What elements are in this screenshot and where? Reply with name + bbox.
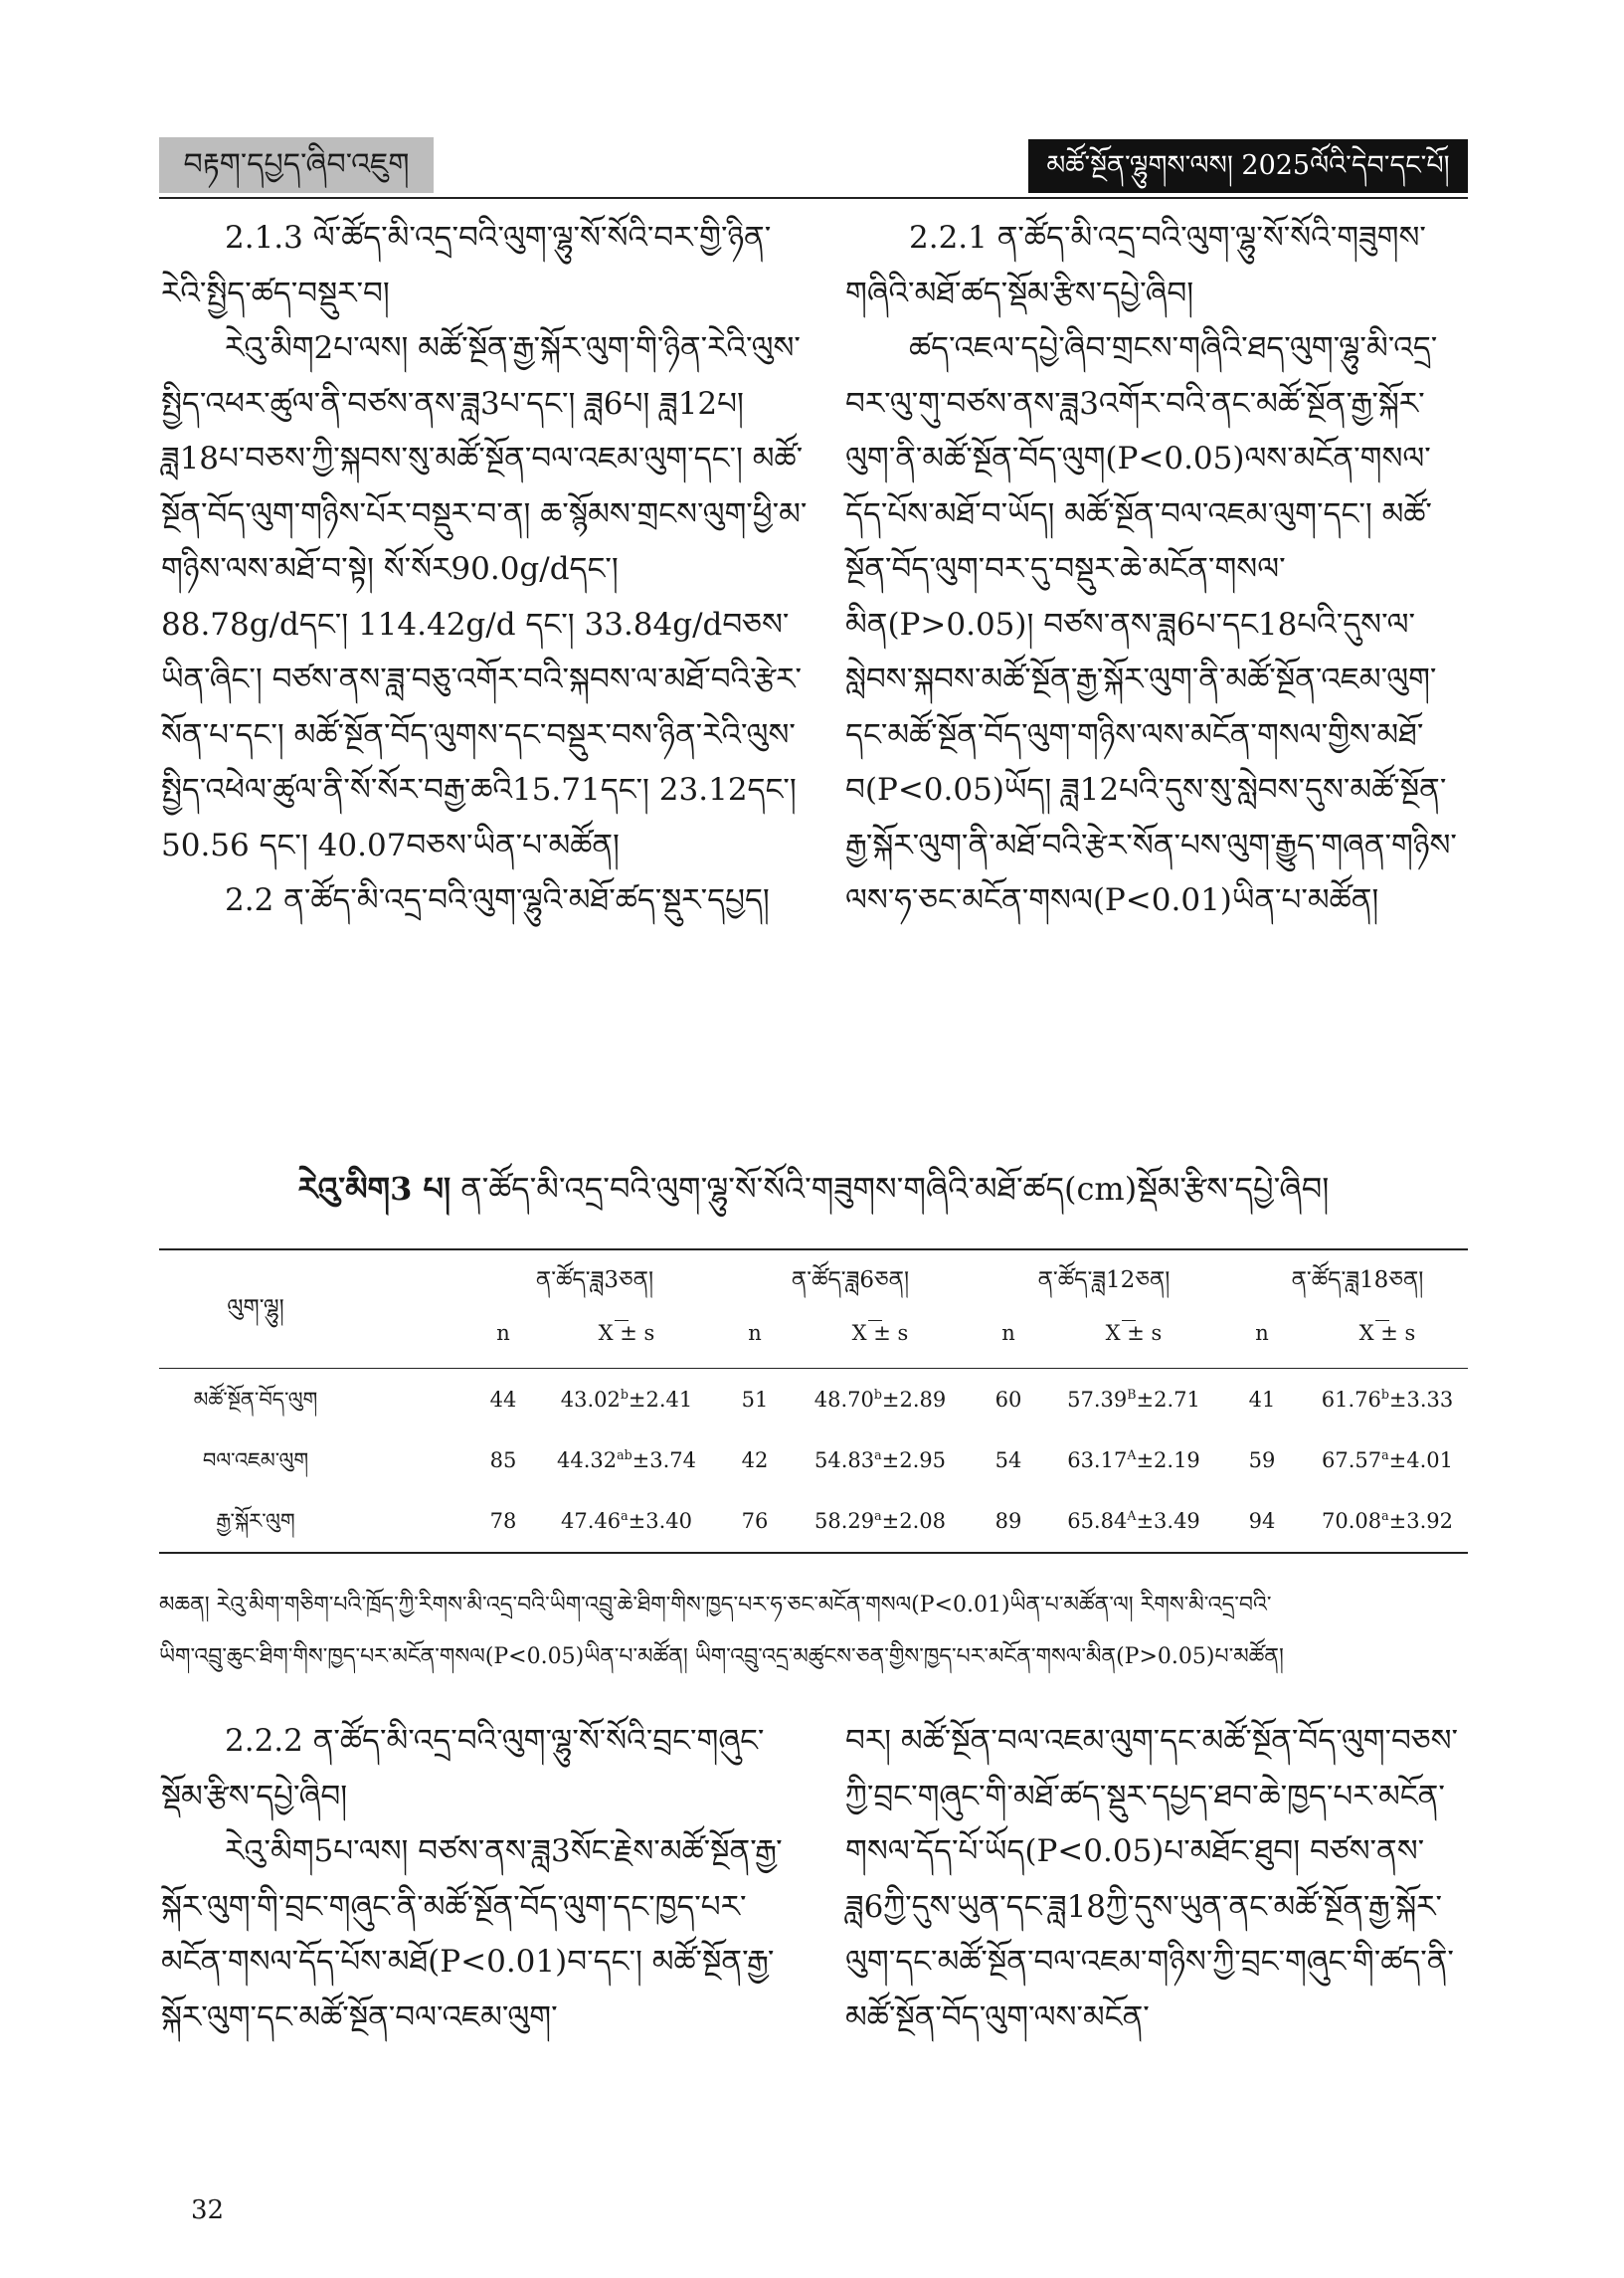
significance-letter: ab	[617, 1447, 632, 1462]
mean-sd-label: X ± s	[1105, 1321, 1163, 1345]
section-2-2-1-heading: 2.2.1 ན་ཚོད་མི་འདྲ་བའི་ལུག་ལྷུ་སོ་སོའི་གཟུགས་གཞིའི་མཐོ་ཚད་སྡོམ་རྩིས་དཔྱེ་ཞིབ།	[845, 220, 1426, 311]
table-cell-mean-sd	[1303, 1506, 1472, 1536]
sd-value: ±2.19	[1136, 1448, 1200, 1472]
header-rule	[159, 197, 1468, 199]
journal-title-banner: མཚོ་སྔོན་ལྷུགས་ལས། 2025ལོའི་དེབ་དང་པོ།	[1028, 139, 1468, 193]
mean-value: 48.70	[813, 1388, 874, 1412]
table-cell-n: 51	[741, 1388, 769, 1412]
table-cell-mean-sd	[1049, 1385, 1218, 1415]
significance-letter: b	[1380, 1387, 1389, 1402]
table-cell-mean-sd	[542, 1385, 711, 1415]
table-caption-label: རེའུ་མིག3 པ།	[297, 1170, 451, 1208]
table-cell-mean-sd	[796, 1506, 965, 1536]
table-subheader-mean	[1318, 1318, 1457, 1348]
table-cell-n: 59	[1248, 1448, 1276, 1472]
left-column-top	[161, 211, 808, 929]
table-group-header: ན་ཚོད་ཟླ6ཅན།	[791, 1267, 910, 1293]
table-cell-n: 94	[1248, 1509, 1276, 1533]
section-2-1-3-paragraph: རེའུ་མིག2པ་ལས། མཚོ་སྔོན་རྒྱ་སྐོར་ལུག་གི་ཉིན་རེའི་ལུས་སྤྱིད་འཕར་ཚུལ་ནི་བཙས་ནས་ཟླ3པ་དང་། ཟླ6པ། ཟླ12པ། ཟླ18པ་བཅས་ཀྱི་སྐབས་སུ་མཚོ་སྔོན་བལ་འཇམ་ལུག་དང་། མཚོ་སྔོན་བོད་ལུག་གཉིས་པོར་བསྡུར་བ་ན། ཆ་སྙོམས་གྲངས་ལུག་ཕྱི་མ་གཉིས་ལས་མཐོ་བ་སྟེ། སོ་སོར90.0g/dདང་། 88.78g/dདང་། 114.42g/d དང་། 33.84g/dབཅས་ཡིན་ཞིང་། བཙས་ནས་ཟླ་བཅུ་འགོར་བའི་སྐབས་ལ་མཐོ་བའི་རྩེར་སོན་པ་དང་། མཚོ་སྔོན་བོད་ལུགས་དང་བསྡུར་བས་ཉིན་རེའི་ལུས་སྤྱིད་འཕེལ་ཚུལ་ནི་སོ་སོར་བརྒྱ་ཆའི15.71དང་། 23.12དང་། 50.56 དང་། 40.07བཅས་ཡིན་པ་མཚོན།	[161, 330, 808, 863]
table-subheader-n: n	[1255, 1321, 1269, 1345]
mean-value: 58.29	[814, 1509, 875, 1533]
table-cell-mean-sd	[1049, 1506, 1218, 1536]
table-group-header: ན་ཚོད་ཟླ18ཅན།	[1291, 1267, 1424, 1293]
table-bottom-rule	[159, 1552, 1468, 1554]
sd-value: ±3.74	[632, 1448, 697, 1472]
table-cell-n: 85	[489, 1448, 517, 1472]
sd-value: ±3.92	[1388, 1509, 1453, 1533]
table-cell-n: 42	[741, 1448, 769, 1472]
section-2-1-3-heading: 2.1.3 ལོ་ཚོད་མི་འདྲ་བའི་ལུག་ལྷུ་སོ་སོའི་བར་གྱི་ཉིན་རེའི་སྤྱིད་ཚད་བསྡུར་བ།	[161, 220, 772, 311]
table-top-rule	[159, 1248, 1468, 1250]
table-cell-n: 44	[489, 1388, 517, 1412]
mean-value: 65.84	[1067, 1509, 1128, 1533]
table-cell-mean-sd	[796, 1445, 965, 1475]
mean-overbar	[615, 1320, 629, 1321]
significance-letter: a	[1381, 1508, 1389, 1523]
significance-letter: a	[874, 1447, 882, 1462]
mean-value: 47.46	[561, 1509, 622, 1533]
table-subheader-mean	[811, 1318, 950, 1348]
table-cell-n: 60	[994, 1388, 1022, 1412]
section-2-2-2-paragraph: རེའུ་མིག5པ་ལས། བཙས་ནས་ཟླ3སོང་རྗེས་མཚོ་སྔོན་རྒྱ་སྐོར་ལུག་གི་བྲང་གཞུང་ནི་མཚོ་སྔོན་བོད་ལུག་དང་ཁྱད་པར་མངོན་གསལ་དོད་པོས་མཐོ(P<0.01)བ་དང་། མཚོ་སྔོན་རྒྱ་སྐོར་ལུག་དང་མཚོ་སྔོན་བལ་འཇམ་ལུག་	[161, 1833, 783, 2035]
significance-letter: B	[1127, 1387, 1137, 1402]
sd-value: ±2.08	[881, 1509, 946, 1533]
table-cell-mean-sd	[1303, 1445, 1472, 1475]
table-cell-mean-sd	[1049, 1445, 1218, 1475]
table-subheader-n: n	[1001, 1321, 1015, 1345]
section-2-2-heading: 2.2 ན་ཚོད་མི་འདྲ་བའི་ལུག་ལྷུའི་མཐོ་ཚད་སྡུར་དཔྱད།	[225, 882, 770, 918]
mean-sd-label: X ± s	[851, 1321, 909, 1345]
sd-value: ±2.89	[881, 1388, 947, 1412]
table-cell-mean-sd	[542, 1506, 711, 1536]
mean-overbar	[868, 1320, 882, 1321]
table-cell-mean-sd	[1303, 1385, 1472, 1415]
table-cell-n: 78	[489, 1509, 517, 1533]
sd-value: ±4.01	[1388, 1448, 1453, 1472]
table-row-header: ལུག་ལྷུ།	[227, 1295, 284, 1321]
mean-value: 54.83	[814, 1448, 875, 1472]
journal-section-label: བརྟག་དཔྱད་ཞིབ་འཇུག	[159, 137, 434, 193]
table-subheader-n: n	[496, 1321, 510, 1345]
mean-sd-label: X ± s	[1358, 1321, 1416, 1345]
table-row-label: མཚོ་སྔོན་བོད་ལུག	[193, 1388, 318, 1412]
table-row-label: བལ་འཇམ་ལུག	[202, 1448, 309, 1472]
table-row-label: རྒྱ་སྐོར་ལུག	[216, 1509, 295, 1533]
significance-letter: a	[874, 1508, 882, 1523]
table-cell-mean-sd	[542, 1445, 711, 1475]
left-column-bottom	[161, 1714, 808, 2045]
table-cell-n: 41	[1248, 1388, 1276, 1412]
page-number: 32	[191, 2195, 225, 2225]
sd-value: ±2.41	[628, 1388, 693, 1412]
table-caption	[159, 1164, 1468, 1214]
table-subheader-mean	[557, 1318, 696, 1348]
mean-value: 57.39	[1067, 1388, 1128, 1412]
table-group-header: ན་ཚོད་ཟླ3ཅན།	[535, 1267, 654, 1293]
mean-value: 61.76	[1321, 1388, 1381, 1412]
section-2-2-1-paragraph: ཚད་འཇལ་དཔྱེ་ཞིབ་གྲངས་གཞིའི་ཐད་ལུག་ལྷུ་མི་འདྲ་བར་ལུ་གུ་བཙས་ནས་ཟླ3འགོར་བའི་ནང་མཚོ་སྔོན་རྒྱ་སྐོར་ལུག་ནི་མཚོ་སྔོན་བོད་ལུག(P<0.05)ལས་མངོན་གསལ་དོད་པོས་མཐོ་བ་ཡོད། མཚོ་སྔོན་བལ་འཇམ་ལུག་དང་། མཚོ་སྔོན་བོད་ལུག་བར་དུ་བསྡུར་ཆེ་མངོན་གསལ་མིན(P>0.05)། བཙས་ནས་ཟླ6པ་དང18པའི་དུས་ལ་སླེབས་སྐབས་མཚོ་སྔོན་རྒྱ་སྐོར་ལུག་ནི་མཚོ་སྔོན་འཇམ་ལུག་དང་མཚོ་སྔོན་བོད་ལུག་གཉིས་ལས་མངོན་གསལ་གྱིས་མཐོ་བ(P<0.05)ཡོད། ཟླ12པའི་དུས་སུ་སླེབས་དུས་མཚོ་སྔོན་རྒྱ་སྐོར་ལུག་ནི་མཐོ་བའི་རྩེར་སོན་པས་ལུག་རྒྱུད་གཞན་གཉིས་ལས་ཧ་ཅང་མངོན་གསལ(P<0.01)ཡིན་པ་མཚོན།	[845, 330, 1457, 918]
significance-letter: A	[1127, 1508, 1137, 1523]
table-note-line-1: མཆན། རེའུ་མིག་གཅིག་པའི་ཁྲོད་ཀྱི་རིགས་མི་འདྲ་བའི་ཡིག་འབྲུ་ཆེ་ཐིག་གིས་ཁྱད་པར་ཧ་ཅང་མངོན་གསལ(P<0.01)ཡིན་པ་མཚོན་ལ། རིགས་མི་འདྲ་བའི་	[159, 1593, 1272, 1617]
table-note-line-2: ཡིག་འབྲུ་ཆུང་ཐིག་གིས་ཁྱད་པར་མངོན་གསལ(P<0.05)ཡིན་པ་མཚོན། ཡིག་འབྲུ་འདྲ་མཚུངས་ཅན་གྱིས་ཁྱད་པར་མངོན་གསལ་མིན(P>0.05)པ་མཚོན།	[159, 1644, 1284, 1669]
table-cell-n: 76	[741, 1509, 769, 1533]
significance-letter: A	[1127, 1447, 1137, 1462]
sd-value: ±3.40	[628, 1509, 692, 1533]
mean-sd-label: X ± s	[598, 1321, 655, 1345]
sd-value: ±3.33	[1388, 1388, 1454, 1412]
sd-value: ±2.71	[1136, 1388, 1200, 1412]
table-subheader-n: n	[748, 1321, 762, 1345]
table-cell-n: 54	[994, 1448, 1022, 1472]
sd-value: ±3.49	[1136, 1509, 1200, 1533]
significance-letter: a	[1381, 1447, 1389, 1462]
significance-letter: b	[620, 1387, 629, 1402]
right-column-bottom	[845, 1714, 1468, 2045]
continued-paragraph: བར། མཚོ་སྔོན་བལ་འཇམ་ལུག་དང་མཚོ་སྔོན་བོད་ལུག་བཅས་ཀྱི་བྲང་གཞུང་གི་མཐོ་ཚད་སྡུར་དཔྱད་ཐབ་ཆེ་ཁྱད་པར་མངོན་གསལ་དོད་པོ་ཡོད(P<0.05)པ་མཐོང་ཐུབ། བཙས་ནས་ཟླ6ཀྱི་དུས་ཡུན་དང་ཟླ18ཀྱི་དུས་ཡུན་ནང་མཚོ་སྔོན་རྒྱ་སྐོར་ལུག་དང་མཚོ་སྔོན་བལ་འཇམ་གཉིས་ཀྱི་བྲང་གཞུང་གི་ཚད་ནི་མཚོ་སྔོན་བོད་ལུག་ལས་མངོན་	[845, 1723, 1459, 2035]
mean-value: 67.57	[1322, 1448, 1382, 1472]
mean-overbar	[1375, 1320, 1389, 1321]
significance-letter: b	[873, 1387, 882, 1402]
section-2-2-2-heading: 2.2.2 ན་ཚོད་མི་འདྲ་བའི་ལུག་ལྷུ་སོ་སོའི་བྲང་གཞུང་སྡོམ་རྩིས་དཔྱེ་ཞིབ།	[161, 1723, 765, 1814]
mean-overbar	[1122, 1320, 1136, 1321]
sd-value: ±2.95	[881, 1448, 946, 1472]
table-header-rule	[159, 1368, 1468, 1369]
table-caption-text: ན་ཚོད་མི་འདྲ་བའི་ལུག་ལྷུ་སོ་སོའི་གཟུགས་གཞིའི་མཐོ་ཚད(cm)སྡོམ་རྩིས་དཔྱེ་ཞིབ།	[460, 1170, 1330, 1208]
significance-letter: a	[621, 1508, 629, 1523]
right-column-top	[845, 211, 1468, 929]
mean-value: 63.17	[1067, 1448, 1128, 1472]
table-group-header: ན་ཚོད་ཟླ12ཅན།	[1037, 1267, 1171, 1293]
table-subheader-mean	[1064, 1318, 1203, 1348]
mean-value: 70.08	[1322, 1509, 1382, 1533]
mean-value: 43.02	[560, 1388, 621, 1412]
table-cell-mean-sd	[796, 1385, 965, 1415]
mean-value: 44.32	[556, 1448, 618, 1472]
table-cell-n: 89	[994, 1509, 1022, 1533]
